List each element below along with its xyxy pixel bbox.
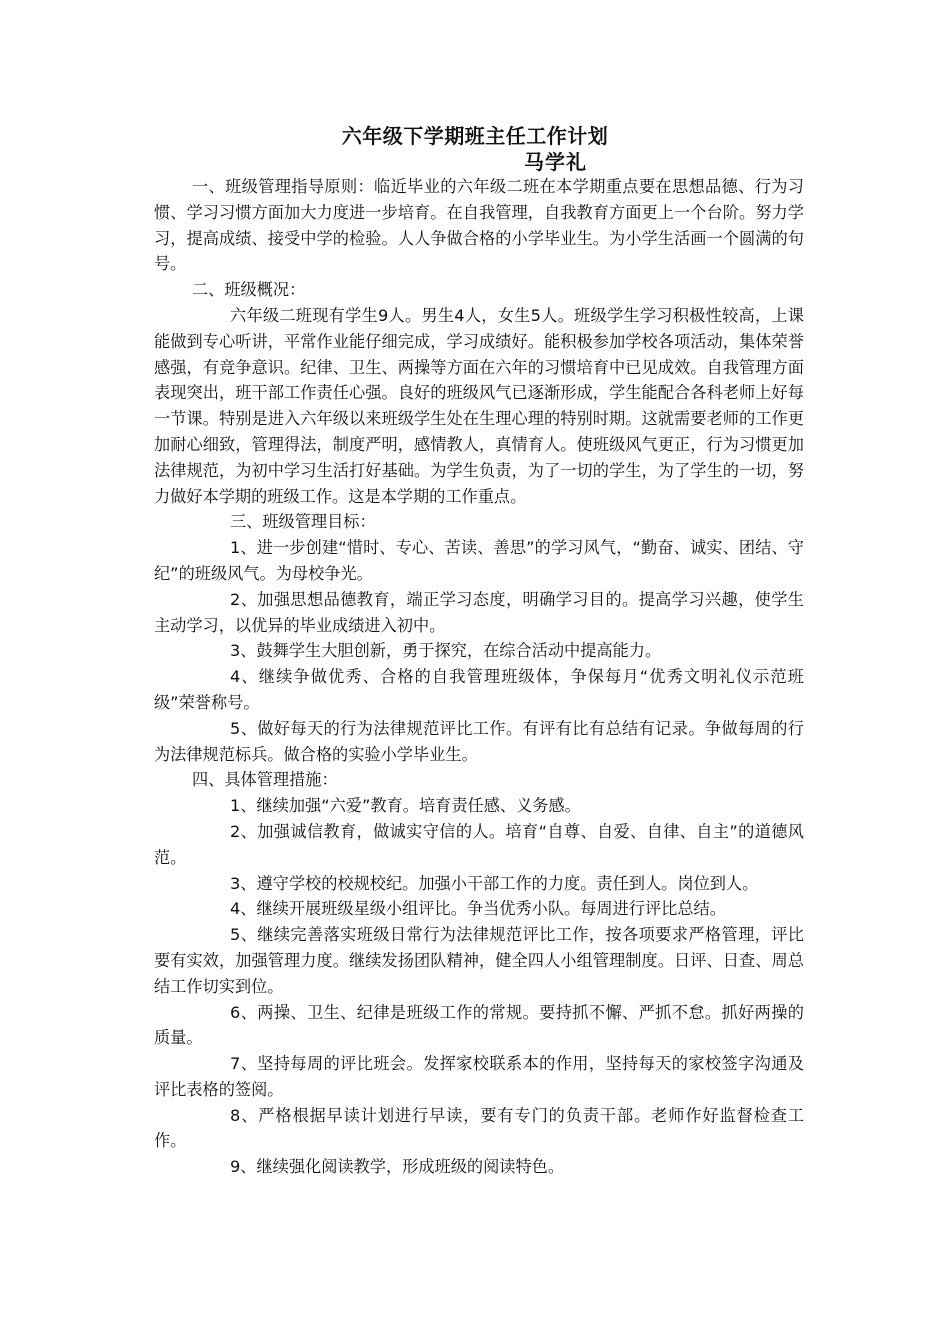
measure-item: 8、严格根据早读计划进行早读，要有专门的负责干部。老师作好监督检查工作。 — [154, 1105, 804, 1151]
goal-item: 3、鼓舞学生大胆创新，勇于探究，在综合活动中提高能力。 — [230, 641, 662, 661]
paragraph-class-overview: 六年级二班现有学生9人。男生4人，女生5人。班级学生学习积极性较高，上课能做到专心听讲，平常作业能仔细完成，学习成绩好。能积极参加学校各项活动，集体荣誉感强，有竞争意识。纪律、卫生、两操等方面在六年的习惯培育中已见成效。自我管理方面表现突出，班干部工作责任心强。良好的班级风气已逐渐形成，学生能配合各科老师上好每一节课。特别是进入六年级以来班级学生处在生理心理的特别时期。这就需要老师的工作更加耐心细致，管理得法，制度严明，感情教人，真情育人。使班级风气更正，行为习惯更加法律规范，为初中学习生活打好基础。为学生负责，为了一切的学生，为了学生的一切，努力做好本学期的班级工作。这是本学期的工作重点。 — [154, 305, 804, 506]
goal-item: 1、进一步创建“惜时、专心、苦读、善思”的学习风气，“勤奋、诚实、团结、守纪”的班级风气。为母校争光。 — [154, 538, 804, 583]
document-body — [154, 174, 804, 1180]
measure-item: 7、坚持每周的评比班会。发挥家校联系本的作用，坚持每天的家校签字沟通及评比表格的签阅。 — [154, 1054, 804, 1099]
measure-item: 5、继续完善落实班级日常行为法律规范评比工作，按各项要求严格管理，评比要有实效，加强管理力度。继续发扬团队精神，健全四人小组管理制度。日评、日查、周总结工作切实到位。 — [154, 925, 804, 996]
measure-item: 1、继续加强“六爱”教育。培育责任感、义务感。 — [230, 796, 581, 816]
paragraph-principles: 一、班级管理指导原则：临近毕业的六年级二班在本学期重点要在思想品德、行为习惯、学习习惯方面加大力度进一步培育。在自我管理，自我教育方面更上一个台阶。努力学习，提高成绩、接受中学的检验。人人争做合格的小学毕业生。为小学生活画一个圆满的句号。 — [154, 177, 804, 274]
goal-item: 5、做好每天的行为法律规范评比工作。有评有比有总结有记录。争做每周的行为法律规范标兵。做合格的实验小学毕业生。 — [154, 718, 804, 764]
goal-item: 2、加强思想品德教育，端正学习态度，明确学习目的。提高学习兴趣，使学生主动学习，以优异的毕业成绩进入初中。 — [154, 589, 804, 635]
heading-management-goals: 三、班级管理目标： — [230, 512, 376, 532]
measure-item: 2、加强诚信教育，做诚实守信的人。培育“自尊、自爱、自律、自主”的道德风范。 — [154, 821, 804, 867]
document-title: 六年级下学期班主任工作计划 — [341, 124, 609, 148]
measure-item: 9、继续强化阅读教学，形成班级的阅读特色。 — [230, 1157, 565, 1177]
measure-item: 4、继续开展班级星级小组评比。争当优秀小队。每周进行评比总结。 — [230, 899, 726, 919]
measure-item: 6、两操、卫生、纪律是班级工作的常规。要持抓不懈、严抓不怠。抓好两操的质量。 — [154, 1002, 804, 1048]
author-name: 马学礼 — [524, 150, 587, 174]
heading-class-overview: 二、班级概况： — [192, 280, 306, 300]
measure-item: 3、遵守学校的校规校纪。加强小干部工作的力度。责任到人。岗位到人。 — [230, 873, 759, 893]
goal-item: 4、继续争做优秀、合格的自我管理班级体，争保每月“优秀文明礼仪示范班级”荣誉称号。 — [154, 667, 804, 712]
heading-measures: 四、具体管理措施： — [192, 770, 338, 790]
